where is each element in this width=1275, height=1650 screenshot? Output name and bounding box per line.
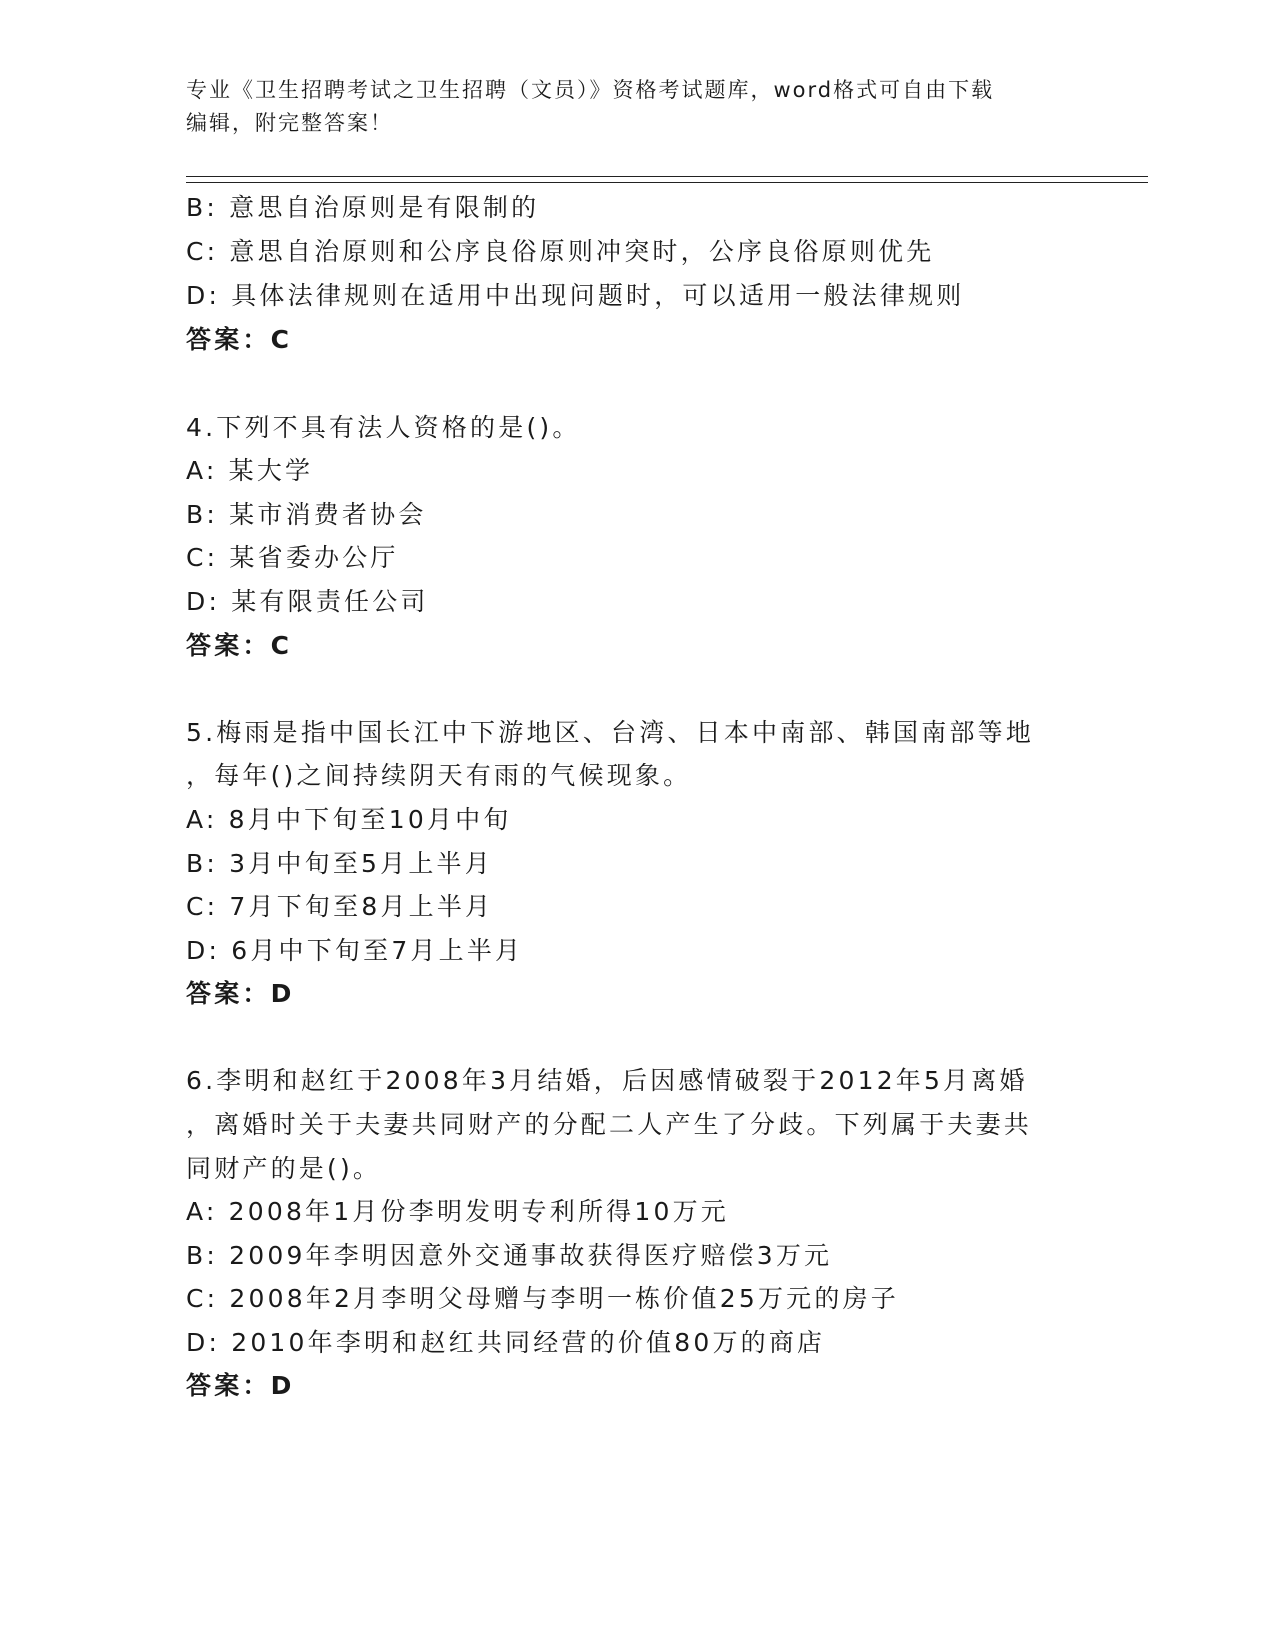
q4-option-a: A: 某大学 (186, 456, 314, 485)
q5-option-a: A: 8月中下旬至10月中旬 (186, 805, 512, 834)
q4-stem: 4.下列不具有法人资格的是()。 (186, 413, 581, 442)
q6-answer: 答案：D (186, 1371, 295, 1400)
q6-stem-line-3: 同财产的是()。 (186, 1154, 382, 1183)
q5-stem-line-1: 5.梅雨是指中国长江中下游地区、台湾、日本中南部、韩国南部等地 (186, 718, 1035, 747)
q5-option-c: C: 7月下旬至8月上半月 (186, 892, 494, 921)
q3-answer: 答案：C (186, 325, 293, 354)
q4-option-b: B: 某市消费者协会 (186, 500, 427, 529)
q6-option-c: C: 2008年2月李明父母赠与李明一栋价值25万元的房子 (186, 1284, 899, 1313)
q6-option-b: B: 2009年李明因意外交通事故获得医疗赔偿3万元 (186, 1241, 833, 1270)
q4-option-d: D: 某有限责任公司 (186, 587, 429, 616)
q4-option-c: C: 某省委办公厅 (186, 543, 399, 572)
header-divider-bottom (186, 182, 1148, 183)
q6-stem-line-2: ，离婚时关于夫妻共同财产的分配二人产生了分歧。下列属于夫妻共 (186, 1110, 1033, 1139)
q6-stem-line-1: 6.李明和赵红于2008年3月结婚，后因感情破裂于2012年5月离婚 (186, 1066, 1028, 1095)
q4-answer: 答案：C (186, 631, 293, 660)
q5-answer: 答案：D (186, 979, 295, 1008)
document-header (186, 74, 1066, 140)
header-line-2: 编辑，附完整答案！ (186, 111, 393, 135)
q5-stem-line-2: ，每年()之间持续阴天有雨的气候现象。 (186, 761, 692, 790)
q3-option-c: C: 意思自治原则和公序良俗原则冲突时，公序良俗原则优先 (186, 237, 935, 266)
q6-option-a: A: 2008年1月份李明发明专利所得10万元 (186, 1197, 729, 1226)
q3-option-b: B: 意思自治原则是有限制的 (186, 193, 540, 222)
q5-option-d: D: 6月中下旬至7月上半月 (186, 936, 524, 965)
header-divider-top (186, 176, 1148, 177)
q5-option-b: B: 3月中旬至5月上半月 (186, 849, 493, 878)
header-line-1: 专业《卫生招聘考试之卫生招聘（文员）》资格考试题库，word格式可自由下载 (186, 78, 995, 102)
q6-option-d: D: 2010年李明和赵红共同经营的价值80万的商店 (186, 1328, 826, 1357)
q3-option-d: D: 具体法律规则在适用中出现问题时，可以适用一般法律规则 (186, 281, 965, 310)
